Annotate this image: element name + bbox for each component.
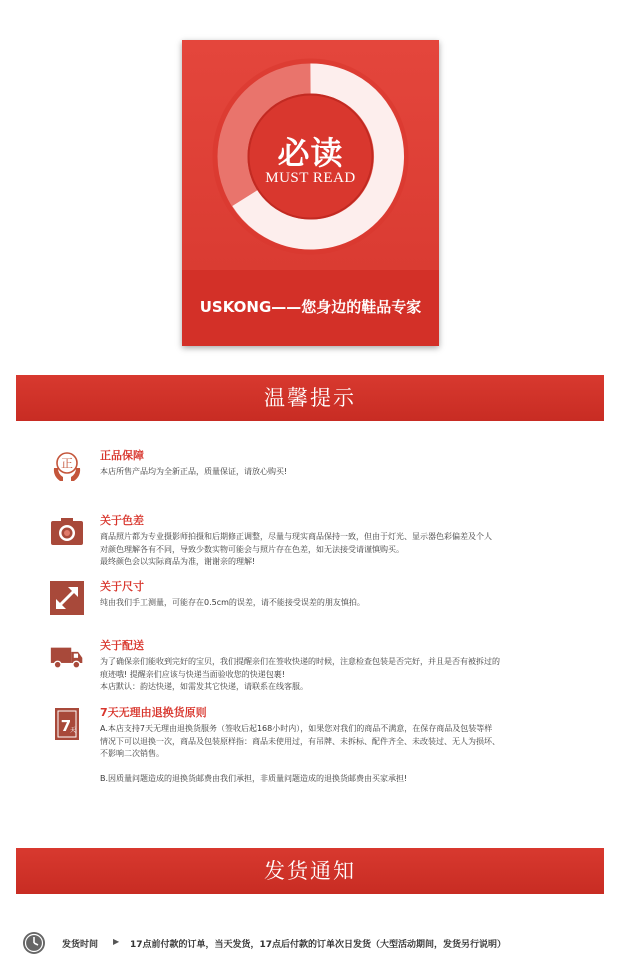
notice-line: 本店所售产品均为全新正品，质量保证，请放心购买! [100,467,288,476]
notice-title: 关于尺寸 [100,580,144,593]
notice-line: 情况下可以退换一次，商品及包装原样指：商品未使用过，有吊牌、未拆标、配件齐全、未改装过、无人为损坏、 [100,736,500,746]
svg-text:正: 正 [60,456,74,471]
must-read-cn: 必读 [277,134,344,172]
clock-icon [22,931,46,955]
notice-title: 关于色差 [100,514,144,527]
svg-text:7: 7 [60,717,72,735]
notice-line: B.因质量问题造成的退换货邮费由我们承担，非质量问题造成的退换货邮费由买家承担! [100,773,408,783]
notice-line: 为了确保亲们能收到完好的宝贝，我们提醒亲们在签收快递的时候，注意检查包装是否完好，并且是否有被拆过的 [100,657,500,666]
notice-title: 7天无理由退换货原则 [100,706,207,719]
notice-title: 正品保障 [100,449,144,462]
resize-arrow-icon [50,581,84,615]
shipping-header: 发货通知 [16,848,604,894]
arrow-right-icon: ▶ [113,937,120,946]
shipping-time-label: 发货时间 [62,940,99,950]
delivery-truck-icon [50,640,84,674]
notice-line: 不影响二次销售。 [100,749,164,758]
genuine-hands-icon [50,450,84,484]
svg-text:天: 天 [69,727,77,734]
notice-title: 关于配送 [100,639,144,652]
notice-line: A.本店支持7天无理由退换货服务（签收后起168小时内），如果您对我们的商品不满意，在保存商品及包装等样 [100,724,493,733]
must-read-en: MUST READ [265,170,356,186]
notice-line: 痕迹哦! 提醒亲们应该与快递当面验收您的快递包裹! [100,669,285,679]
seven-days-icon [50,707,84,741]
banner-slogan: USKONG——您身边的鞋品专家 [199,298,422,316]
must-read-banner [182,40,439,346]
notice-line: 最终颜色会以实际商品为准，谢谢亲的理解! [100,557,256,566]
notice-line: 商品照片都为专业摄影师拍摄和后期修正调整，尽量与现实商品保持一致，但由于灯光、显示器色彩偏差及个人 [100,532,492,541]
tips-header: 温馨提示 [16,375,604,421]
notice-line: 本店默认：韵达快递，如需发其它快递，请联系在线客服。 [100,682,308,691]
notice-spacer [100,761,595,773]
shipping-row [22,931,602,957]
camera-icon [50,515,84,549]
shipping-time-text: 17点前付款的订单，当天发货，17点后付款的订单次日发货（大型活动期间，发货另行说明） [130,940,507,950]
notice-line: 纯由我们手工测量，可能存在0.5cm的误差，请不能接受误差的朋友慎拍。 [100,598,365,607]
notice-line: 对颜色理解各有不同，导致少数实物可能会与照片存在色差，如无法接受请谨慎购买。 [100,544,404,554]
